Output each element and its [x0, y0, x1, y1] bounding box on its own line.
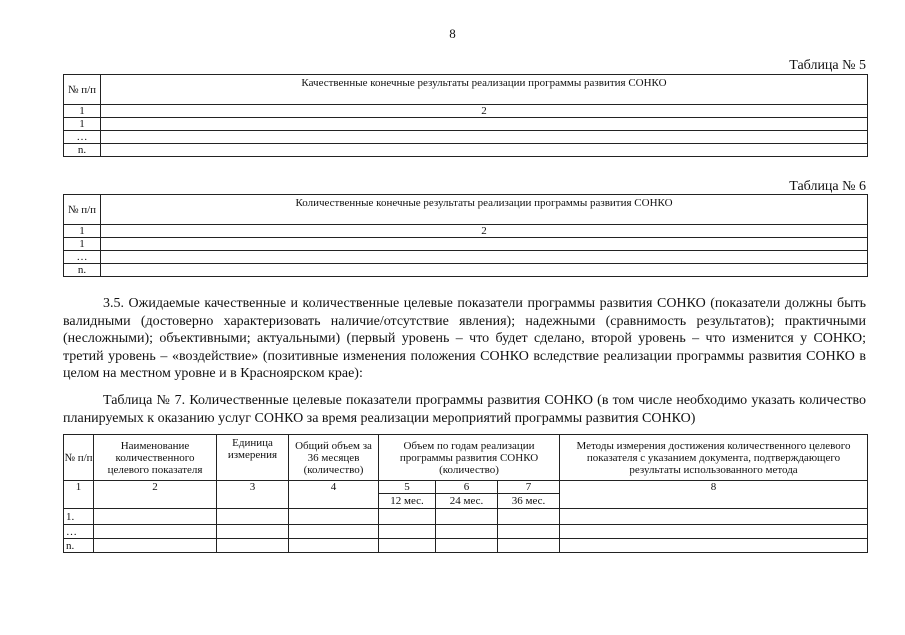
- table7-cell: [498, 525, 560, 539]
- table7-cell: [379, 509, 436, 525]
- table7-cell: [217, 525, 289, 539]
- table7-cell: [498, 509, 560, 525]
- table7-header-no: № п/п: [64, 435, 94, 481]
- table7-cell: [436, 539, 498, 553]
- table6-row-cell: [101, 238, 868, 251]
- table5-row-num: 1: [64, 118, 101, 131]
- table7-cell: [94, 525, 217, 539]
- page-number: 8: [449, 26, 456, 41]
- table5-row-num: n.: [64, 144, 101, 157]
- table6-header-title: Количественные конечные результаты реализации программы развития СОНКО: [101, 195, 868, 225]
- table7-colnum-3: 3: [217, 481, 289, 509]
- table7-period-24: 24 мес.: [436, 494, 498, 509]
- table7-header-years: Объем по годам реализации программы развития СОНКО (количество): [379, 435, 560, 481]
- table5-row-cell: [101, 131, 868, 144]
- table7-header-name: Наименование количественного целевого показателя: [94, 435, 217, 481]
- table7-row-num: 1.: [64, 509, 94, 525]
- table6-header-no: № п/п: [64, 195, 101, 225]
- table6-row-num: 1: [64, 238, 101, 251]
- table7-colnum-1: 1: [64, 481, 94, 509]
- table7-cell: [217, 539, 289, 553]
- table7-cell: [289, 539, 379, 553]
- table5-header-title: Качественные конечные результаты реализации программы развития СОНКО: [101, 75, 868, 105]
- table5-row-num: …: [64, 131, 101, 144]
- table7-period-36: 36 мес.: [498, 494, 560, 509]
- table7-colnum-2: 2: [94, 481, 217, 509]
- table7-cell: [289, 509, 379, 525]
- table7-cell: [379, 525, 436, 539]
- table6-colnum-2: 2: [101, 225, 868, 238]
- table6-row-num: n.: [64, 264, 101, 277]
- table7-cell: [436, 525, 498, 539]
- table7-period-12: 12 мес.: [379, 494, 436, 509]
- table7-colnum-5: 5: [379, 481, 436, 494]
- paragraph-3-5: 3.5. Ожидаемые качественные и количественные целевые показатели программы развития СОНКО (показатели должны быть валидными (достоверно характеризовать наличие/отсутствие явления); надежными (сравнимость результатов); практичными (несложными); объективными; актуальными) (первый уровень – что будет сделано, второй уровень – что изменится у СОНКО; третий уровень – «воздействие» (позитивные изменения положения СОНКО вследствие реализации программы развития СОНКО в целом на местном уровне и в Красноярском крае):: [63, 296, 866, 381]
- table6-row-cell: [101, 264, 868, 277]
- table7-colnum-8: 8: [560, 481, 868, 509]
- table5-caption: Таблица № 5: [789, 58, 866, 73]
- table5-colnum-2: 2: [101, 105, 868, 118]
- table7-cell: [217, 509, 289, 525]
- table7-cell: [560, 509, 868, 525]
- table6-row-num: …: [64, 251, 101, 264]
- table7-colnum-6: 6: [436, 481, 498, 494]
- table6: [63, 194, 868, 277]
- table5: [63, 74, 868, 157]
- table5-colnum-1: 1: [64, 105, 101, 118]
- table7: [63, 434, 868, 553]
- table7-cell: [94, 539, 217, 553]
- table7-row-num: n.: [64, 539, 94, 553]
- table7-cell: [436, 509, 498, 525]
- table6-caption: Таблица № 6: [789, 179, 866, 194]
- table6-colnum-1: 1: [64, 225, 101, 238]
- table7-cell: [560, 539, 868, 553]
- table6-row-cell: [101, 251, 868, 264]
- table7-colnum-4: 4: [289, 481, 379, 509]
- table5-row-cell: [101, 144, 868, 157]
- table7-cell: [289, 525, 379, 539]
- table7-cell: [498, 539, 560, 553]
- table5-header-no: № п/п: [64, 75, 101, 105]
- table7-header-methods: Методы измерения достижения количественного целевого показателя с указанием документа, подтверждающего результаты использованного метода: [560, 435, 868, 481]
- table7-header-unit: Единица измерения: [217, 435, 289, 481]
- table7-cell: [379, 539, 436, 553]
- table7-cell: [560, 525, 868, 539]
- table5-row-cell: [101, 118, 868, 131]
- table7-cell: [94, 509, 217, 525]
- table7-header-total: Общий объем за 36 месяцев (количество): [289, 435, 379, 481]
- table7-title: Таблица № 7. Количественные целевые показатели программы развития СОНКО (в том числе необходимо указать количество планируемых к оказанию услуг СОНКО за время реализации мероприятий программы развития СОНКО): [63, 393, 866, 426]
- table7-colnum-7: 7: [498, 481, 560, 494]
- table7-row-num: …: [64, 525, 94, 539]
